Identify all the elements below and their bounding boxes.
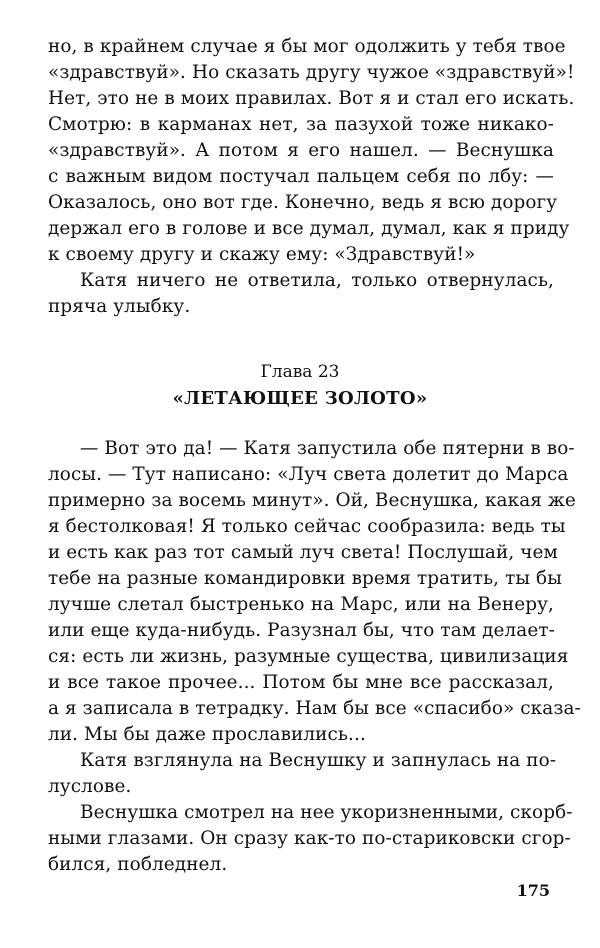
text-line: а я записала в тетрадку. Нам бы все «спасибо» сказа-: [48, 698, 581, 719]
text-line: бился, побледнел.: [48, 854, 228, 875]
text-line: держал его в голове и все думал, думал, как я приду: [48, 218, 570, 239]
text-line: ся: есть ли жизнь, разумные существа, цивилизация: [48, 646, 569, 667]
text-line: ли. Мы бы даже прославились...: [48, 724, 366, 745]
text-line: но, в крайнем случае я бы мог одолжить у тебя твое: [48, 36, 566, 57]
text-line: тебе на разные командировки время тратить, ты бы: [48, 568, 562, 589]
text-line: лосы. — Тут написано: «Луч света долетит до Марса: [48, 464, 569, 485]
chapter-title: «ЛЕТАЮЩЕЕ ЗОЛОТО»: [172, 388, 428, 409]
text-line: Катя взглянула на Веснушку и запнулась на по-: [80, 750, 557, 771]
text-line: и все такое прочее... Потом бы мне все рассказал,: [48, 672, 554, 693]
text-line: Нет, это не в моих правилах. Вот я и стал его искать.: [48, 88, 575, 109]
text-line: ными глазами. Он сразу как-то по-стариковски сгор-: [48, 828, 571, 849]
chapter-label: Глава 23: [260, 362, 340, 382]
text-line: я бестолковая! Я только сейчас сообразила: ведь ты: [48, 516, 566, 537]
text-line: Оказалось, оно вот где. Конечно, ведь я всю дорогу: [48, 192, 558, 213]
text-line: «здравствуй». А потом я его нашел. — Веснушка: [48, 140, 554, 161]
text-line: луслове.: [48, 776, 132, 797]
text-line: к своему другу и скажу ему: «Здравствуй!»: [48, 244, 476, 265]
text-line: лучше слетал быстренько на Марс, или на Венеру,: [48, 594, 554, 615]
text-line: Катя ничего не ответила, только отвернулась,: [80, 270, 554, 291]
text-line: «здравствуй». Но сказать другу чужое «здравствуй»!: [48, 62, 575, 83]
text-line: и есть как раз тот самый луч света! Послушай, чем: [48, 542, 558, 563]
text-line: примерно за восемь минут». Ой, Веснушка, какая же: [48, 490, 576, 511]
text-line: — Вот это да! — Катя запустила обе пятерни в во-: [80, 438, 575, 459]
page-number: 175: [516, 881, 550, 900]
text-line: или еще куда-нибудь. Разузнал бы, что там делает-: [48, 620, 555, 641]
text-line: пряча улыбку.: [48, 296, 191, 317]
text-line: Веснушка смотрел на нее укоризненными, скорб-: [80, 802, 573, 823]
text-line: Смотрю: в карманах нет, за пазухой тоже никако-: [48, 114, 554, 135]
text-line: с важным видом постучал пальцем себя по лбу: —: [48, 166, 554, 187]
